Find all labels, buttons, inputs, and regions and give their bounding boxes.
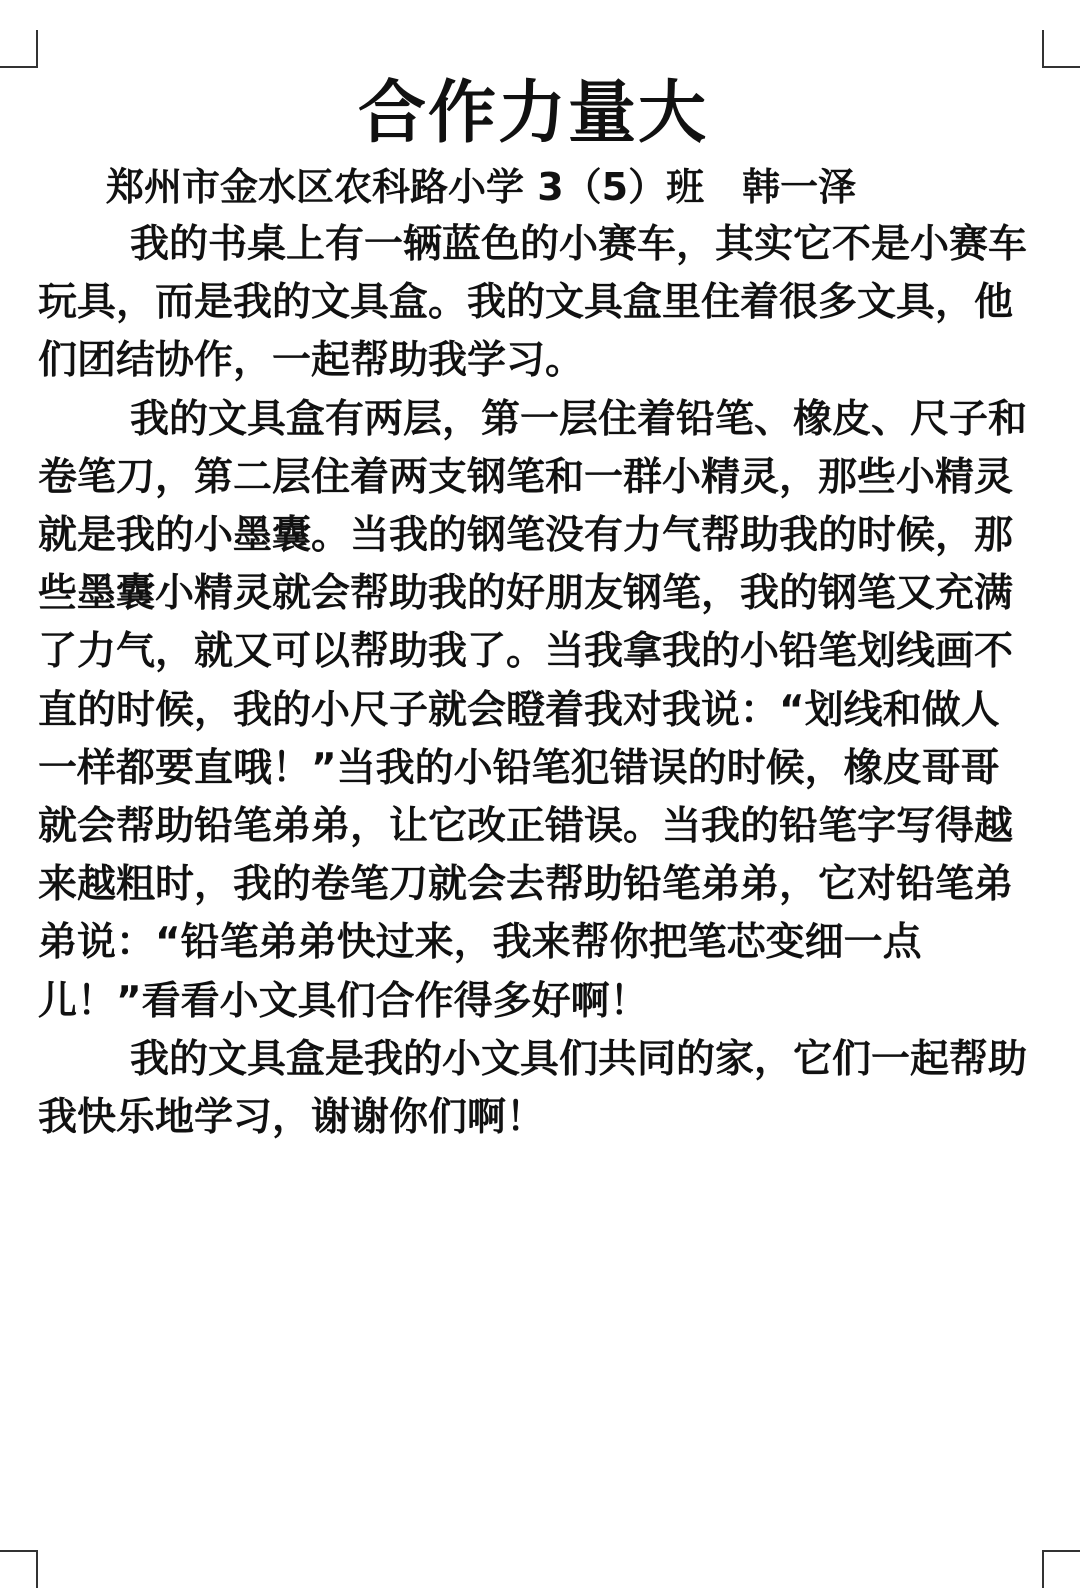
paragraph-1: 我的书桌上有一辆蓝色的小赛车，其实它不是小赛车玩具，而是我的文具盒。我的文具盒里住着很多文具，他们团结协作，一起帮助我学习。 — [38, 222, 1028, 384]
crop-mark-top-left — [0, 30, 38, 68]
crop-mark-bottom-left — [0, 1550, 38, 1588]
essay-document — [38, 70, 1028, 1147]
paragraph-2: 我的文具盒有两层，第一层住着铅笔、橡皮、尺子和卷笔刀，第二层住着两支钢笔和一群小精灵，那些小精灵就是我的小墨囊。当我的钢笔没有力气帮助我的时候，那些墨囊小精灵就会帮助我的好朋友钢笔，我的钢笔又充满了力气，就又可以帮助我了。当我拿我的小铅笔划线画不直的时候，我的小尺子就会瞪着我对我说：“划线和做人一样都要直哦！”当我的小铅笔犯错误的时候，橡皮哥哥就会帮助铅笔弟弟，让它改正错误。当我的铅笔字写得越来越粗时，我的卷笔刀就会去帮助铅笔弟弟，它对铅笔弟弟说：“铅笔弟弟快过来，我来帮你把笔芯变细一点儿！”看看小文具们合作得多好啊！ — [38, 396, 1028, 1024]
essay-title: 合作力量大 — [357, 74, 708, 153]
paragraph-3: 我的文具盒是我的小文具们共同的家，它们一起帮助我快乐地学习，谢谢你们啊！ — [38, 1036, 1028, 1141]
author-byline: 郑州市金水区农科路小学 3（5）班 韩一泽 — [106, 165, 857, 209]
crop-mark-top-right — [1042, 30, 1080, 68]
crop-mark-bottom-right — [1042, 1550, 1080, 1588]
